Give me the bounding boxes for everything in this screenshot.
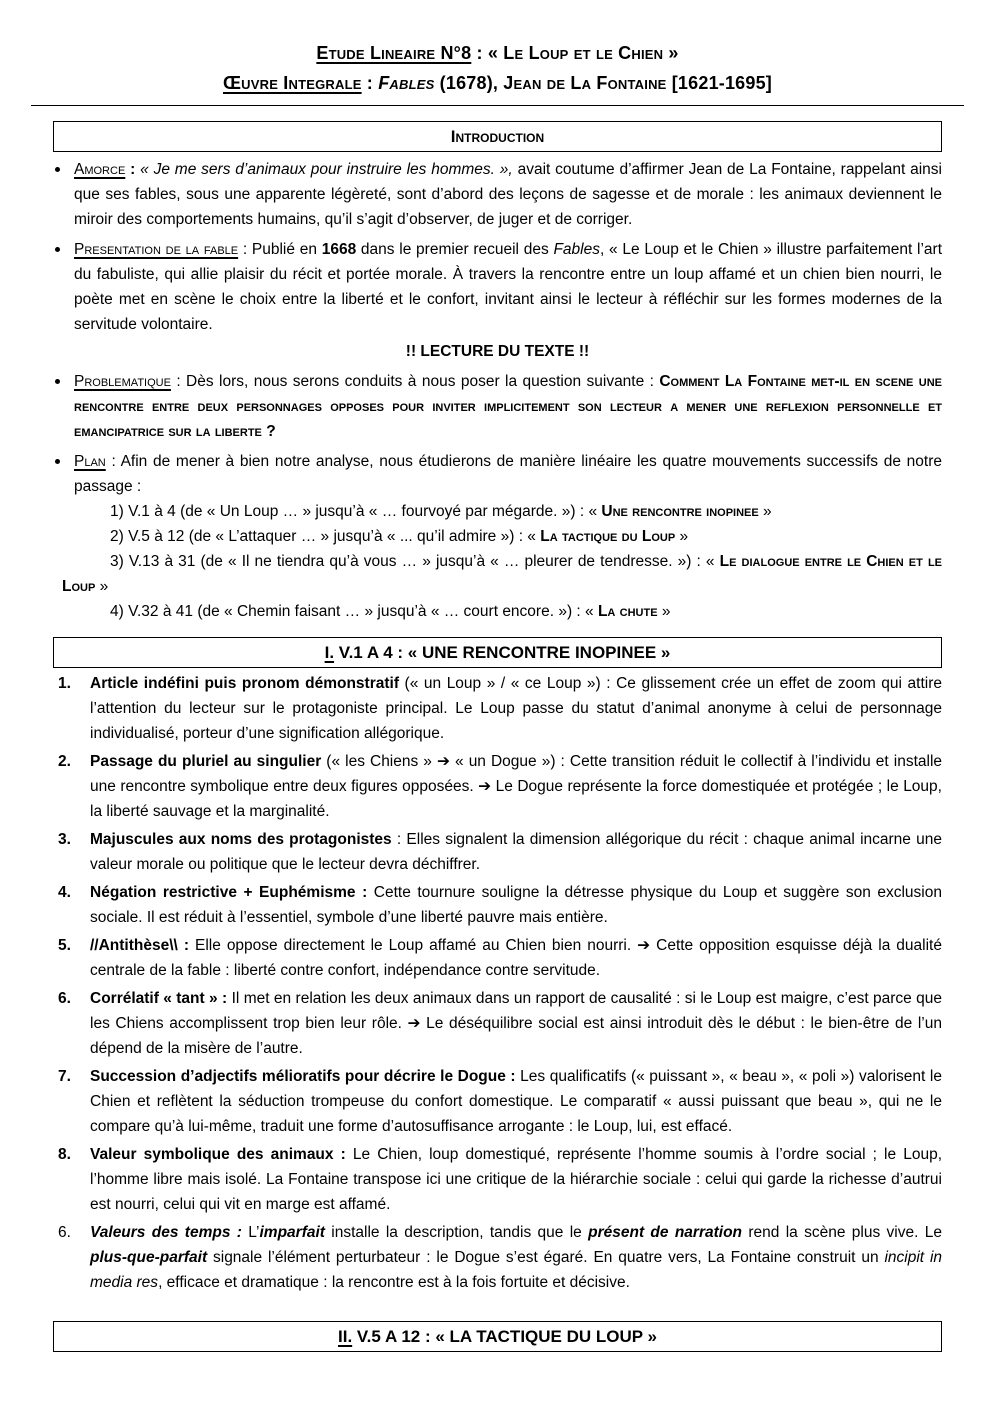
header-divider	[31, 105, 964, 106]
item-number: 5.	[58, 937, 71, 954]
analysis-item-2	[53, 749, 942, 824]
document-title-line2: Œuvre Integrale : Fables (1678), Jean de La Fontaine [1621-1695]	[222, 73, 773, 93]
analysis-item-5	[53, 933, 942, 983]
analysis-item-4-text: Négation restrictive + Euphémisme : Cette tournure souligne la détresse physique du Loup et suggère son exclusion sociale. Il est réduit à l’essentiel, symbole d’une liberté pauvre mais entière.	[90, 884, 942, 926]
analysis-item-1	[53, 671, 942, 746]
item-number: 3.	[58, 831, 71, 848]
bullet-icon	[55, 379, 60, 384]
introduction-heading: Introduction	[53, 121, 942, 152]
item-number: 6.	[58, 1224, 71, 1241]
item-number: 8.	[58, 1146, 71, 1163]
plan-item-1: 1) V.1 à 4 (de « Un Loup … » jusqu’à « … fourvoyé par mégarde. ») : « Une rencontre inopinee »	[110, 503, 772, 520]
analysis-item-4	[53, 880, 942, 930]
section-2-heading: II. V.5 A 12 : « LA TACTIQUE DU LOUP »	[53, 1321, 942, 1352]
bullet-amorce-text: Amorce : « Je me sers d’animaux pour instruire les hommes. », avait coutume d’affirmer Jean de La Fontaine, rappelant ainsi que ses fables, sous une apparente légèreté, sont d’abord des leçons de sagesse et de morale : les animaux deviennent le miroir des comportements humains, qu’il s’agit d’observer, de juger et de corriger.	[74, 161, 942, 228]
analysis-item-6-text: Corrélatif « tant » : Il met en relation les deux animaux dans un rapport de causalité : si le Loup est maigre, c’est parce que les Chiens accomplissent trop bien leur rôle. ➔ Le déséquilibre social est ainsi introduit dès le début : le bien-être de l’un dépend de la misère de l’autre.	[90, 990, 942, 1057]
plan-item-3: 3) V.13 à 31 (de « Il ne tiendra qu’à vous … » jusqu’à « … pleurer de tendresse. ») : « Le dialogue entre le Chien et le Loup »	[62, 553, 943, 595]
item-number: 4.	[58, 884, 71, 901]
analysis-item-9-text: Valeurs des temps : L’imparfait installe la description, tandis que le présent de narration rend la scène plus vive. Le plus-que-parfait signale l’élément perturbateur : le Dogue s’est égaré. En quatre vers, La Fontaine construit un incipit in media res, efficace et dramatique : la rencontre est à la fois fortuite et décisive.	[90, 1224, 943, 1291]
bullet-problematique-text: Problematique : Dès lors, nous serons conduits à nous poser la question suivante : Comment La Fontaine met-il en scene une rencontre entre deux personnages opposes pour inviter implicitement son lecteur a mener une reflexion personnelle et emancipatrice sur la liberte ?	[74, 373, 942, 440]
bullet-presentation	[53, 237, 942, 337]
document-title-line1: Etude Lineaire N°8 : « Le Loup et le Chien »	[316, 43, 679, 63]
bullet-presentation-text: Presentation de la fable : Publié en 1668 dans le premier recueil des Fables, « Le Loup et le Chien » illustre parfaitement l’art du fabuliste, qui allie plaisir du récit et portée morale. À travers la rencontre entre un loup affamé et un chien bien nourri, le poète met en scène le choix entre la liberté et le confort, invitant ainsi le lecteur à réfléchir sur les formes modernes de la servitude volontaire.	[74, 241, 942, 333]
plan-item-2: 2) V.5 à 12 (de « L’attaquer … » jusqu’à « ... qu’il admire ») : « La tactique du Loup »	[110, 528, 689, 545]
item-number: 2.	[58, 753, 71, 770]
bullet-problematique	[53, 369, 942, 444]
analysis-item-1-text: Article indéfini puis pronom démonstratif (« un Loup » / « ce Loup ») : Ce glissement crée un effet de zoom qui attire l’attention du lecteur sur le protagoniste principal. Le Loup passe du statut d’animal anonyme à celui de personnage individualisé, porteur d’une signification allégorique.	[90, 675, 942, 742]
item-number: 6.	[58, 990, 71, 1007]
analysis-item-3-text: Majuscules aux noms des protagonistes : Elles signalent la dimension allégorique du récit : chaque animal incarne une valeur morale ou politique que le lecteur devra déchiffrer.	[90, 831, 942, 873]
bullet-plan	[53, 449, 942, 499]
lecture-du-texte-line: !! LECTURE DU TEXTE !!	[405, 343, 590, 360]
analysis-item-8	[53, 1142, 942, 1217]
plan-item-4: 4) V.32 à 41 (de « Chemin faisant … » jusqu’à « … court encore. ») : « La chute »	[110, 603, 671, 620]
analysis-item-7	[53, 1064, 942, 1139]
analysis-item-3	[53, 827, 942, 877]
item-number: 1.	[58, 675, 71, 692]
analysis-item-7-text: Succession d’adjectifs mélioratifs pour décrire le Dogue : Les qualificatifs (« puissant », « beau », « poli ») valorisent le Chien et reflètent la séduction trompeuse du confort domestique. Le comparatif « aussi puissant que beau », qui ne le compare qu’à lui-même, traduit une forme d’autosuffisance arrogante : le Loup, lui, est effacé.	[90, 1068, 942, 1135]
analysis-item-9	[53, 1220, 942, 1295]
bullet-icon	[55, 459, 60, 464]
analysis-item-8-text: Valeur symbolique des animaux : Le Chien, loup domestiqué, représente l’homme soumis à l’ordre social ; le Loup, l’homme libre mais isolé. La Fontaine transpose ici une critique de la hiérarchie sociale : celui qui garde la richesse d’autrui est nourri, celui qui vit en marge est affamé.	[90, 1146, 942, 1213]
bullet-plan-text: Plan : Afin de mener à bien notre analyse, nous étudierons de manière linéaire les quatre mouvements successifs de notre passage :	[74, 453, 942, 495]
bullet-amorce	[53, 157, 942, 232]
analysis-item-5-text: //Antithèse\\ : Elle oppose directement le Loup affamé au Chien bien nourri. ➔ Cette opposition esquisse déjà la dualité centrale de la fable : liberté contre confort, indépendance contre servitude.	[90, 936, 942, 979]
bullet-icon	[55, 247, 60, 252]
analysis-item-2-text: Passage du pluriel au singulier (« les Chiens » ➔ « un Dogue ») : Cette transition réduit le collectif à l’individu et installe une rencontre symbolique entre deux figures opposées. ➔ Le Dogue représente la force domestiquée et protégée ; le Loup, la liberté sauvage et la marginalité.	[90, 752, 943, 820]
bullet-icon	[55, 167, 60, 172]
analysis-item-6	[53, 986, 942, 1061]
section-1-heading: I. V.1 A 4 : « UNE RENCONTRE INOPINEE »	[53, 637, 942, 668]
item-number: 7.	[58, 1068, 71, 1085]
